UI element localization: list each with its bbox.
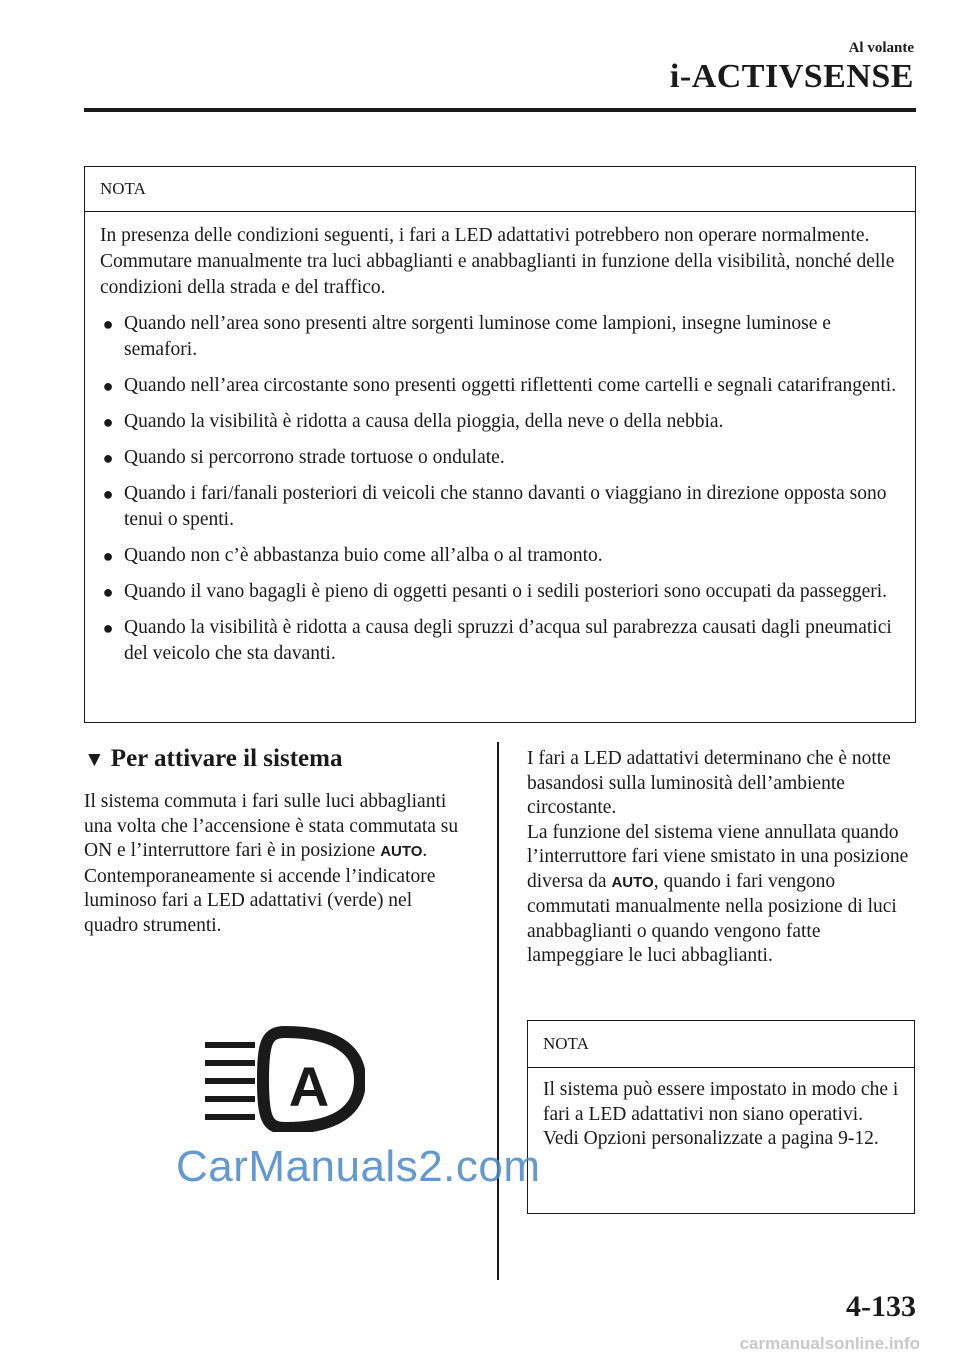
bullet-icon: ● bbox=[102, 314, 114, 334]
header-section-label: Al volante bbox=[848, 40, 914, 56]
indicator-letter: A bbox=[288, 1055, 330, 1118]
paragraph-indicator: Contemporaneamente si accende l’indicatore luminoso fari a LED adattativi (verde) nel quadro strumenti. bbox=[84, 865, 436, 936]
bullet-icon: ● bbox=[102, 376, 114, 396]
list-item bbox=[100, 409, 900, 435]
right-column-text bbox=[527, 747, 917, 969]
list-item bbox=[100, 445, 900, 471]
left-column-text bbox=[84, 790, 466, 938]
list-item-text: Quando i fari/fanali posteriori di veicoli che stanno davanti o viaggiano in direzione opposta sono tenui o spenti. bbox=[124, 483, 887, 530]
paragraph-cancellation: La funzione del sistema viene annullata quando l’interruttore fari viene smistato in una posizione diversa da AUTO, quando i fari vengono commutati manualmente nella posizione di luci anabbaglianti o quando vengono fatte lampeggiare le luci abbaglianti. bbox=[527, 821, 909, 966]
list-item bbox=[100, 579, 900, 605]
adaptive-led-headlight-indicator-icon bbox=[205, 1022, 365, 1132]
section-heading bbox=[84, 745, 342, 773]
list-item-text: Quando la visibilità è ridotta a causa della pioggia, della neve o della nebbia. bbox=[124, 411, 724, 432]
list-item-text: Quando il vano bagagli è pieno di oggetti pesanti o i sedili posteriori sono occupati da passeggeri. bbox=[124, 581, 888, 602]
paragraph-activation: Il sistema commuta i fari sulle luci abbaglianti una volta che l’accensione è stata commutata su ON e l’interruttore fari è in posizione AUTO. bbox=[84, 791, 459, 861]
column-divider bbox=[497, 742, 499, 1280]
list-item-text: Quando nell’area sono presenti altre sorgenti luminose come lampioni, insegne luminose e semafori. bbox=[124, 313, 831, 360]
list-item bbox=[100, 543, 900, 569]
note-intro: In presenza delle condizioni seguenti, i fari a LED adattativi potrebbero non operare normalmente. Commutare manualmente tra luci abbaglianti e anabbaglianti in funzione della visibilità, nonché delle condizioni della strada e del traffico. bbox=[100, 225, 895, 298]
list-item-text: Quando non c’è abbastanza buio come all’alba o al tramonto. bbox=[124, 545, 603, 566]
section-title: Per attivare il sistema bbox=[110, 745, 343, 772]
watermark: CarManuals2.com bbox=[176, 1142, 541, 1191]
list-item-text: Quando nell’area circostante sono presenti oggetti riflettenti come cartelli e segnali catarifrangenti. bbox=[124, 375, 897, 396]
auto-switch-label: AUTO bbox=[611, 873, 654, 891]
header-rule bbox=[84, 108, 916, 112]
list-item-text: Quando si percorrono strade tortuose o ondulate. bbox=[124, 447, 505, 468]
list-item bbox=[100, 311, 900, 363]
list-item bbox=[100, 373, 900, 399]
bullet-icon: ● bbox=[102, 448, 114, 468]
list-item bbox=[100, 615, 900, 667]
header-chapter-title: i-ACTIVSENSE bbox=[669, 58, 914, 95]
note-body bbox=[528, 1068, 914, 1164]
page-number: 4-133 bbox=[846, 1290, 916, 1323]
note-body bbox=[85, 212, 915, 679]
note-reference-text: Vedi Opzioni personalizzate a pagina 9-12. bbox=[543, 1128, 879, 1149]
note-label: NOTA bbox=[528, 1021, 914, 1068]
bullet-icon: ● bbox=[102, 484, 114, 504]
bullet-icon: ● bbox=[102, 582, 114, 602]
bullet-icon: ● bbox=[102, 618, 114, 638]
list-item bbox=[100, 481, 900, 533]
list-item-text: Quando la visibilità è ridotta a causa degli spruzzi d’acqua sul parabrezza causati dagli pneumatici del veicolo che sta davanti. bbox=[124, 617, 892, 664]
note-settings-text: Il sistema può essere impostato in modo che i fari a LED adattativi non siano operativi. bbox=[543, 1079, 899, 1125]
footer-url: carmanualsonline.info bbox=[739, 1334, 920, 1353]
note-box-conditions bbox=[84, 166, 916, 723]
condition-list bbox=[100, 311, 900, 667]
triangle-down-icon: ▼ bbox=[84, 746, 105, 771]
bullet-icon: ● bbox=[102, 546, 114, 566]
note-box-settings bbox=[527, 1020, 915, 1214]
paragraph-night-detection: I fari a LED adattativi determinano che è notte basandosi sulla luminosità dell’ambiente circostante. bbox=[527, 748, 891, 818]
note-label: NOTA bbox=[85, 167, 915, 212]
bullet-icon: ● bbox=[102, 412, 114, 432]
auto-switch-label: AUTO bbox=[380, 843, 423, 860]
